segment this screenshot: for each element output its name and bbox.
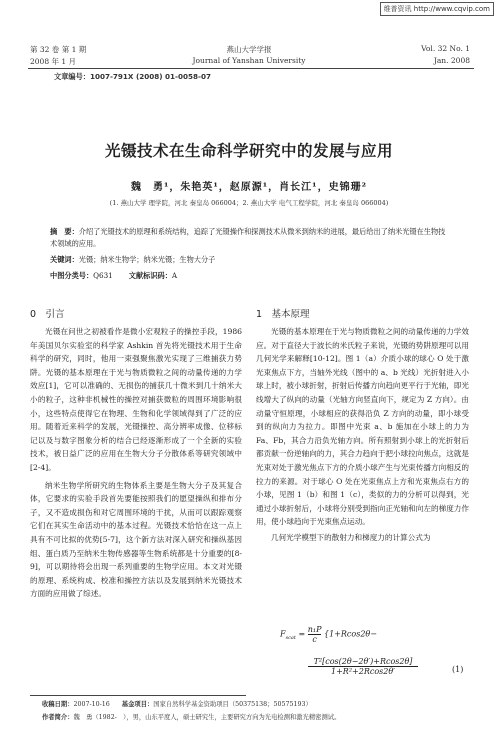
header-volume: 第 32 卷 第 1 期 bbox=[30, 45, 87, 54]
abstract-label: 摘 要： bbox=[50, 227, 79, 236]
doc-code-value: A bbox=[171, 271, 178, 280]
footnote-rule bbox=[30, 695, 246, 696]
header-journal-en: Journal of Yanshan University bbox=[192, 56, 306, 65]
formula-tag: (1) bbox=[452, 665, 464, 674]
formula-frac-num: n₁P bbox=[307, 625, 322, 634]
header-journal-cn: 燕山大学学报 bbox=[226, 45, 272, 54]
section-principle-heading: 1 基本原理 bbox=[256, 309, 310, 320]
abstract-block bbox=[50, 226, 450, 282]
article-number: 文章编号：1007-791X (2008) 01-0058-07 bbox=[54, 72, 212, 81]
formula-rest: {1+Rcos2θ− bbox=[324, 629, 377, 639]
author-bio-label: 作者简介： bbox=[42, 714, 74, 721]
intro-paragraph-2: 纳米生物学所研究的生物体系主要是生物大分子及其复合体，它要求的实验手段首先要能按照我们的愿望操纵和排布分子，又不造成损伤和对它周围环境的干扰，从而可以跟踪观察它们在其实生命活动中的基本过程。光镊技术恰恰在这一点上具有不可比拟的优势[5-7]，这个新方法对深入研究和操纵基因组、蛋白质乃至纳米生物传感器等生物系统都是十分重要的[8-9]，可以期待将会出现一系列重要的生物学应用。本文对光镊的原理、系统构成、校准和操控方法以及发展到纳米光镊技术方面的应用做了综述。 bbox=[30, 480, 242, 599]
formula2-num: T²[cos(2θ−2θ′)+Rcos2θ] bbox=[308, 657, 418, 667]
formula2-den: 1+R²+2Rcos2θ′ bbox=[331, 667, 395, 676]
clc-label: 中图分类号： bbox=[50, 271, 94, 280]
formula-scat: $F_{scat}$ = $\frac{\text{n₁P}}{c}$ {1+Rcos2θ− bbox=[280, 625, 377, 644]
formula-lhs-sub: scat bbox=[285, 635, 296, 642]
header-vol-en: Vol. 32 No. 1 bbox=[421, 44, 470, 53]
abstract bbox=[50, 226, 450, 250]
affiliation: (1. 燕山大学 理学院，河北 秦皇岛 066004；2. 燕山大学 电气工程学院，河北 秦皇岛 066004) bbox=[109, 199, 389, 207]
keywords-label: 关键词： bbox=[50, 255, 79, 264]
keywords-text: 光镊；纳米生物学；纳米光镊；生物大分子 bbox=[78, 255, 216, 264]
keywords bbox=[50, 254, 450, 266]
header-rule bbox=[28, 68, 474, 69]
received-date: 2007-10-16 bbox=[73, 701, 110, 708]
principle-paragraph-2: 几何光学模型下的散射力和梯度力的计算公式为 bbox=[271, 532, 431, 542]
header-date-en: Jan. 2008 bbox=[433, 56, 470, 65]
clc-value: Q631 bbox=[93, 271, 113, 280]
fund-text: 国家自然科学基金资助项目（50375138；50575193） bbox=[153, 701, 312, 708]
classification-line bbox=[50, 270, 450, 282]
footnote-author bbox=[42, 712, 340, 721]
section-intro-heading: 0 引言 bbox=[30, 309, 65, 320]
abstract-text: 介绍了光镊技术的原理和系统结构，追踪了光镊操作和探测技术从微米到纳米的进展，最后给出了纳米光镊在生物技术领域的应用。 bbox=[50, 227, 446, 248]
author-list: 魏 勇¹，朱艳英¹，赵原源¹，肖长江¹，史锦珊² bbox=[131, 182, 367, 193]
fund-label: 基金项目： bbox=[121, 701, 154, 708]
received-label: 收稿日期： bbox=[42, 701, 74, 708]
formula-frac-den: c bbox=[312, 635, 317, 644]
doc-code-label: 文献标识码： bbox=[128, 271, 172, 280]
author-bio-text: 魏 勇（1982- ），男，山东平度人，硕士研究生，主要研究方向为光电检测和激光精密测试。 bbox=[73, 714, 341, 721]
formula-lhs: F bbox=[280, 629, 286, 639]
left-column bbox=[30, 325, 242, 601]
principle-paragraph-1: 光镊的基本原理在于光与物质微粒之间的动量传递的力学效应。对于直径大于波长的米氏粒子来说，光镊的势阱原理可以用几何光学来解释[10-12]。图 1（a）介质小球的球心 O 处于激光束焦点下方，当轴外光线（图中的 a、b 光线）光折射进入小球上时，被小球折射，折射后传播方向趋向更平行于光轴，即光线增大了纵向的动量（光轴方向竖直向下，规定为 Z 方向）。由动量守恒原理，小球相应的获得沿负 Z 方向的动量，即小球受到的纵向力为拉力。即图中光束 a、b 施加在小球上的力为 Fa、Fb，其合力沿负光轴方向。所有照射到小球上的光折射后都贡献一份逆轴向的力，其合力趋向于把小球拉向焦点，这就是光束对处于激光焦点下方的介质小球产生与光束传播方向相反的拉力的来源。对于球心 O 处在光束焦点上方和光束焦点右方的小球，见图 1（b）和图 1（c），类似的力的分析可以得到，光通过小球折射后，小球将分别受到指向正光轴和向左的梯度力作用，使小球趋向于光束焦点运动。 bbox=[256, 327, 469, 527]
right-column bbox=[256, 325, 469, 545]
formula-fraction-2 bbox=[308, 657, 418, 676]
header-date: 2008 年 1 月 bbox=[30, 57, 77, 66]
paper-title: 光镊技术在生命科学研究中的发展与应用 bbox=[104, 142, 393, 160]
intro-paragraph-1: 光镊在问世之初被看作是微小宏观粒子的操控手段，1986 年美国贝尔实验室的科学家 Ashkin 首先将光镊技术用于生命科学的研究，同时，他用一束强聚焦激光实现了三维捕获力势阱。光镊的基本原理在于光与物质微粒之间的动量传递的力学效应[1]，它可以准确的、无损伤的捕获几十微米到几十纳米大小的粒子，这种非机械性的操控对捕获微粒的周围环境影响很小，这些特点使得它在物理、生物和化学领域得到了广泛的应用。随着近来科学的发展，光镊操控、高分辨率成像、位移标记以及与数字图象分析的结合已经逐渐形成了一个全新的实验技术，被日益广泛的应用在生物大分子分散体系等研究领域中[2-4]。 bbox=[30, 327, 242, 472]
watermark-stamp: 维普资讯 http://www.cqvip.com bbox=[380, 2, 494, 16]
footnote-received bbox=[42, 699, 312, 708]
